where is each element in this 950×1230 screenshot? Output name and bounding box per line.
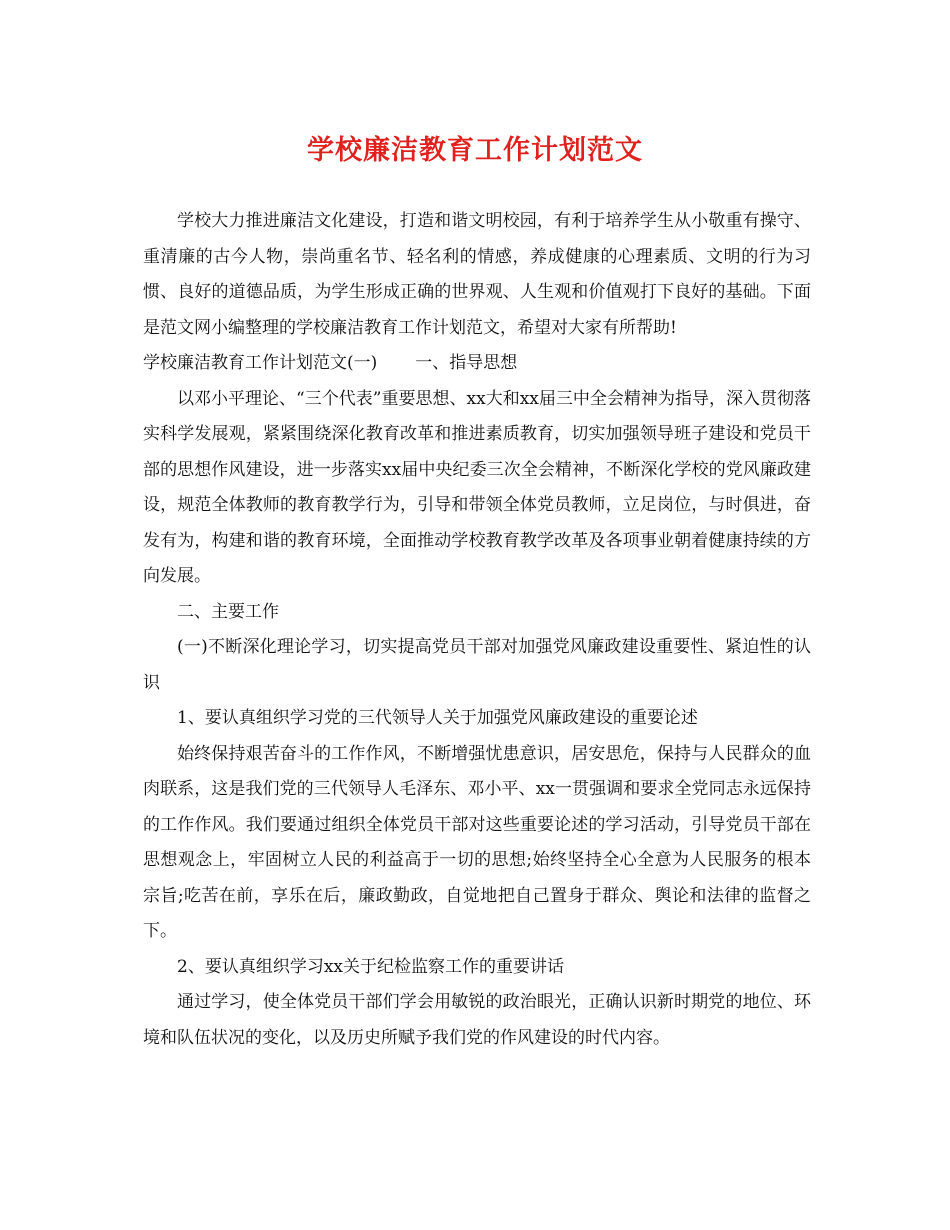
- section-subheading: 一、指导思想: [415, 353, 518, 373]
- section-heading-line: [143, 346, 811, 382]
- item-paragraph-2: 通过学习，使全体党员干部们学会用敏锐的政治眼光，正确认识新时期党的地位、环境和队伍状况的变化，以及历史所赋予我们党的作风建设的时代内容。: [143, 992, 811, 1048]
- item-heading-1: 1、要认真组织学习党的三代领导人关于加强党风廉政建设的重要论述: [177, 708, 698, 728]
- intro-paragraph: 学校大力推进廉洁文化建设，打造和谐文明校园，有利于培养学生从小敬重有操守、重清廉的古今人物，崇尚重名节、轻名利的情感，养成健康的心理素质、文明的行为习惯、良好的道德品质，为学生形成正确的世界观、人生观和价值观打下良好的基础。下面是范文网小编整理的学校廉洁教育工作计划范文，希望对大家有所帮助!: [143, 211, 811, 338]
- document-body: [143, 204, 811, 1056]
- subsection-heading-1: (一)不断深化理论学习，切实提高党员干部对加强党风廉政建设重要性、紧迫性的认识: [143, 637, 811, 693]
- document-title: 学校廉洁教育工作计划范文: [307, 135, 643, 166]
- item-heading-2: 2、要认真组织学习xx关于纪检监察工作的重要讲话: [177, 956, 564, 977]
- guiding-thought-paragraph: 以邓小平理论、“三个代表”重要思想、xx大和xx届三中全会精神为指导，深入贯彻落实科学发展观，紧紧围绕深化教育改革和推进素质教育，切实加强领导班子建设和党员干部的思想作风建设，进一步落实xx届中央纪委三次全会精神，不断深化学校的党风廉政建设，规范全体教师的教育教学行为，引导和带领全体党员教师，立足岗位，与时俱进，奋发有为，构建和谐的教育环境，全面推动学校教育教学改革及各项事业朝着健康持续的方向发展。: [143, 388, 811, 586]
- section-heading: 学校廉洁教育工作计划范文(一): [143, 353, 378, 373]
- item-paragraph-1: 始终保持艰苦奋斗的工作作风，不断增强忧患意识，居安思危，保持与人民群众的血肉联系，这是我们党的三代领导人毛泽东、邓小平、xx一贯强调和要求全党同志永远保持的工作作风。我们要通过组织全体党员干部对这些重要论述的学习活动，引导党员干部在思想观念上，牢固树立人民的利益高于一切的思想;始终坚持全心全意为人民服务的根本宗旨;吃苦在前，享乐在后，廉政勤政，自觉地把自己置身于群众、舆论和法律的监督之下。: [143, 743, 811, 941]
- main-work-heading: 二、主要工作: [177, 601, 279, 622]
